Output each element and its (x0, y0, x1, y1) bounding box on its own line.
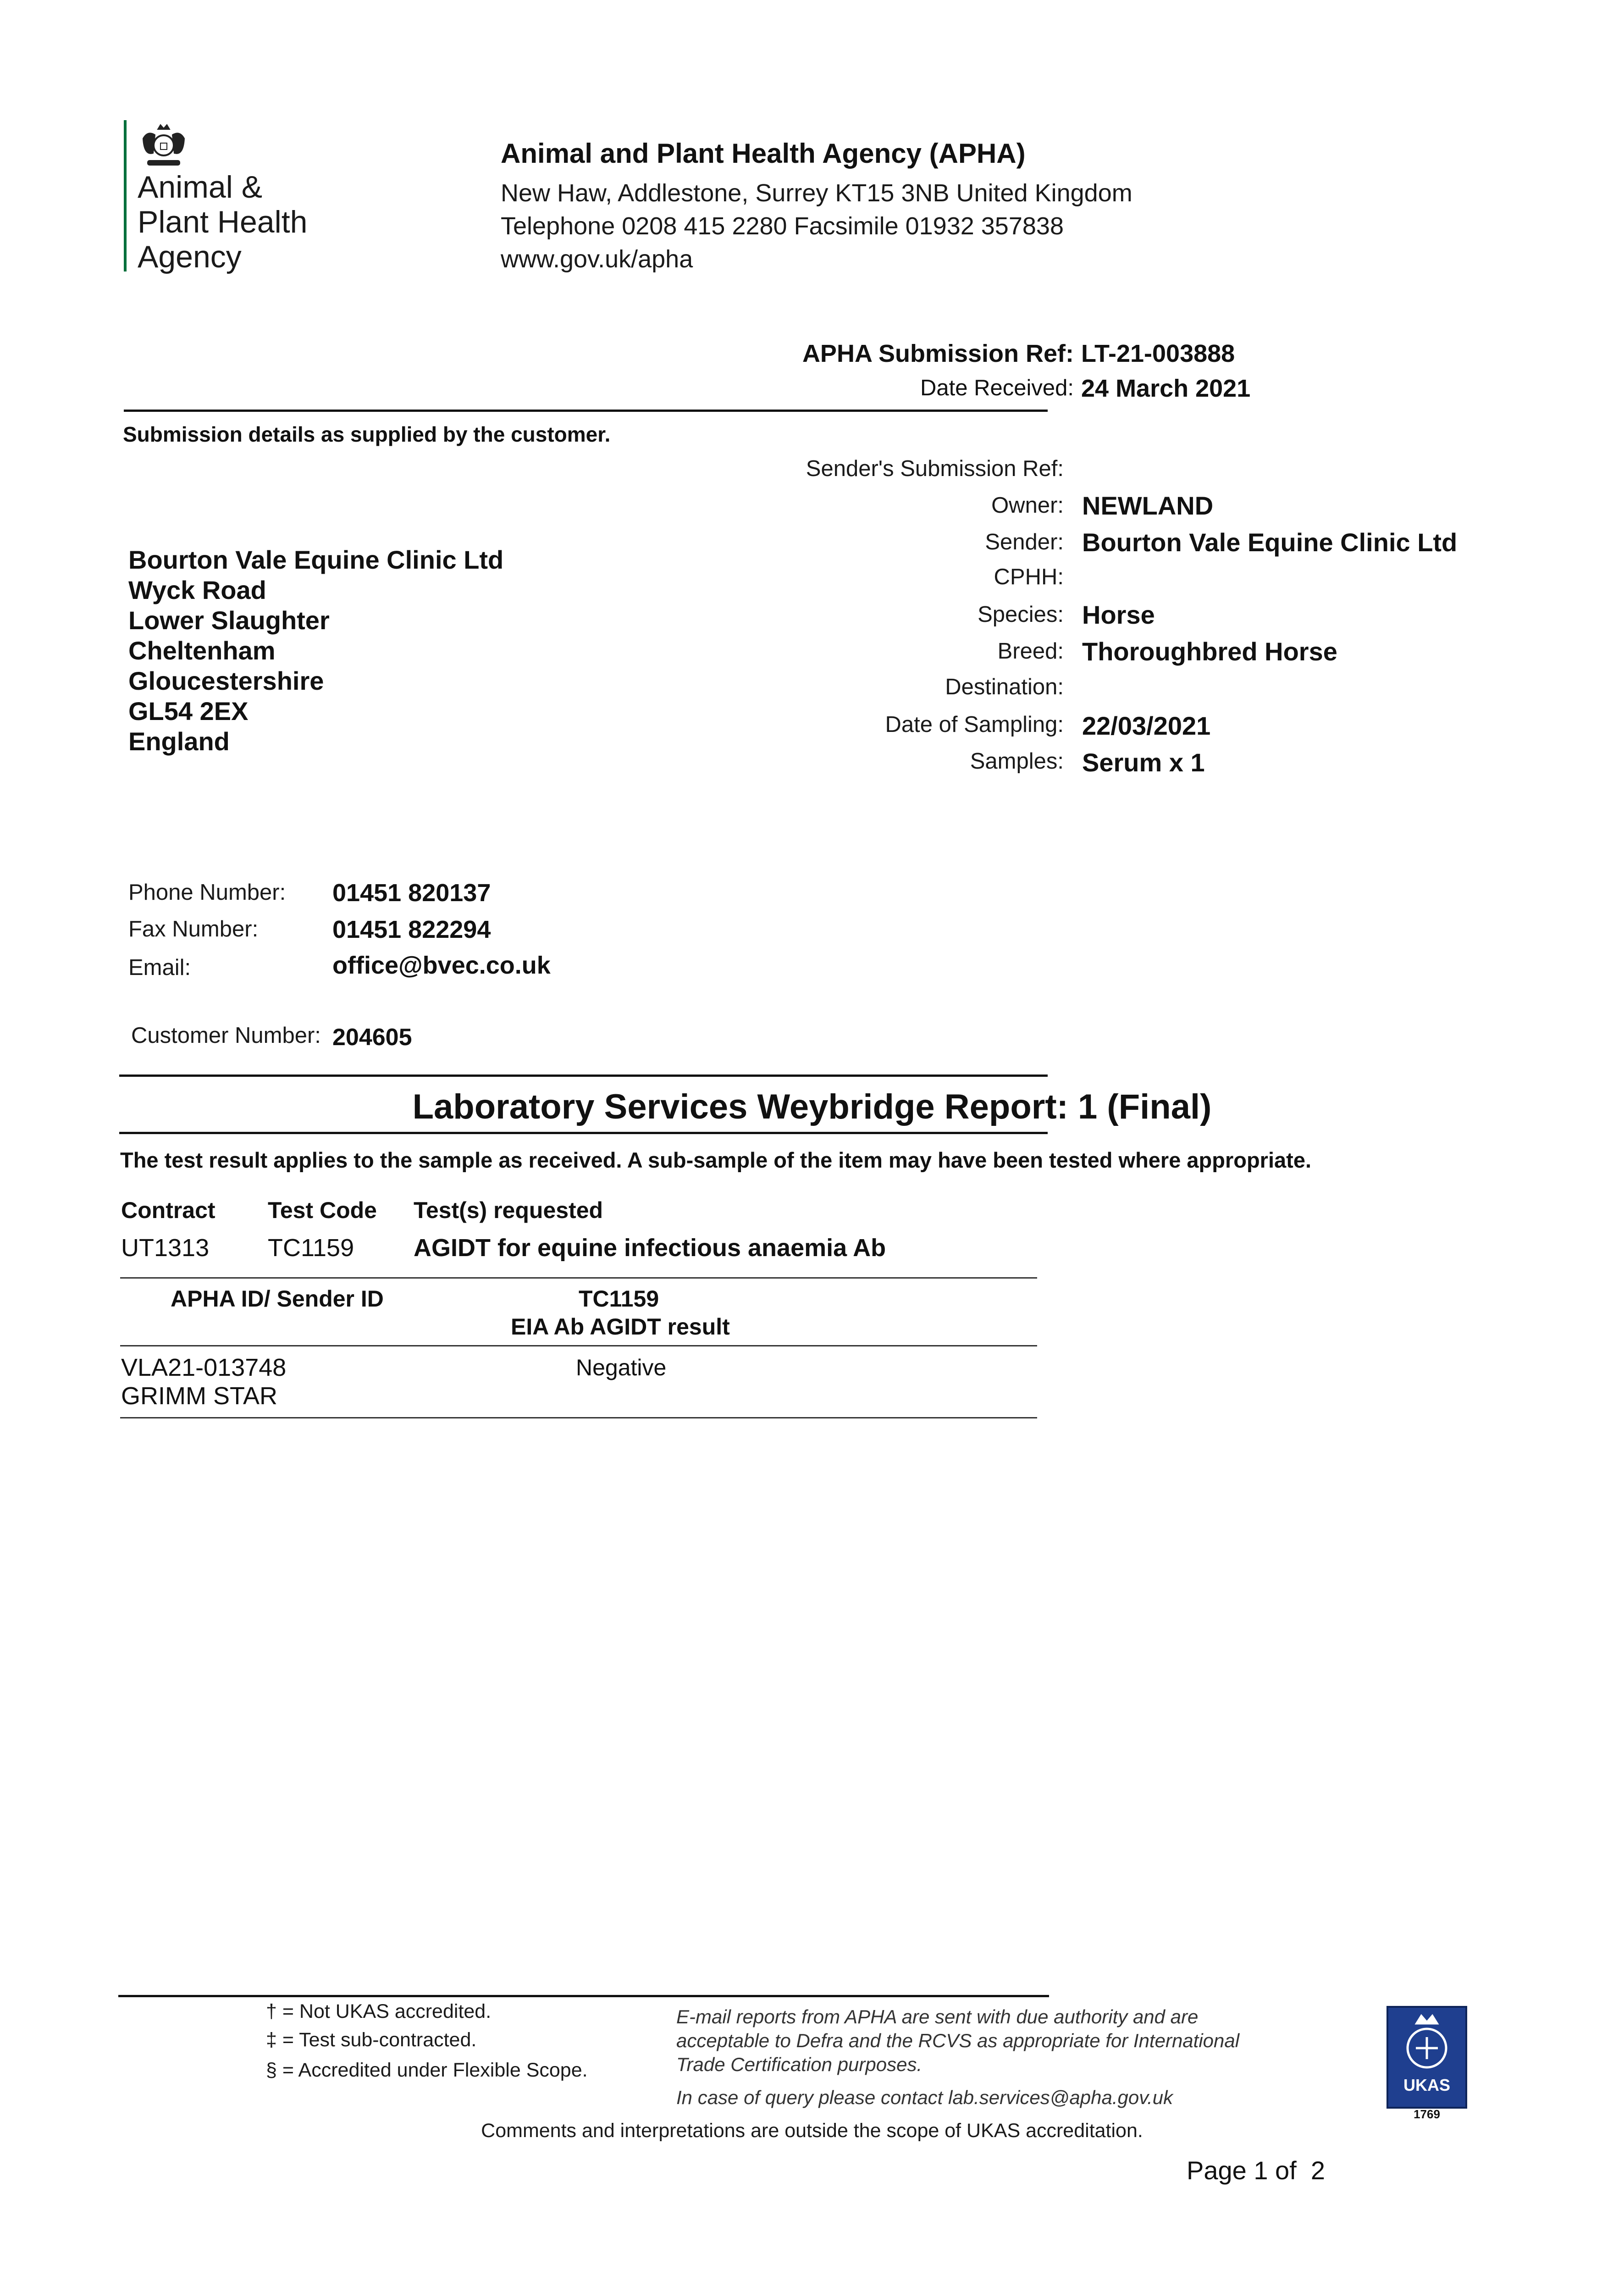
key-sub-contracted: ‡ = Test sub-contracted. (266, 2029, 477, 2051)
sampling-date-value: 22/03/2021 (1082, 711, 1211, 740)
logo-text-plant-health: Plant Health (138, 205, 308, 239)
report-title: Laboratory Services Weybridge Report: 1 (Final) (412, 1087, 1212, 1126)
contract-value: UT1313 (121, 1234, 210, 1262)
email-label: Email: (128, 955, 191, 980)
address-line-country: England (128, 727, 230, 756)
apha-id-header: APHA ID/ Sender ID (171, 1286, 384, 1312)
test-name-column-header: EIA Ab AGIDT result (511, 1314, 730, 1340)
key-not-ukas: † = Not UKAS accredited. (266, 2000, 492, 2022)
sampling-date-label: Date of Sampling: (885, 712, 1064, 737)
header-divider (124, 410, 1048, 412)
test-code-value: TC1159 (268, 1234, 354, 1262)
ukas-label: UKAS (1403, 2076, 1450, 2094)
address-line-county: Gloucestershire (128, 666, 324, 695)
test-code-header: Test Code (268, 1197, 377, 1223)
agency-website: www.gov.uk/apha (501, 245, 693, 273)
email-note-line-1: E-mail reports from APHA are sent with due authority and are (676, 2006, 1199, 2027)
email-note-line-3: Trade Certification purposes. (676, 2054, 922, 2075)
key-flexible-scope: § = Accredited under Flexible Scope. (266, 2059, 588, 2081)
report-top-divider (119, 1074, 1048, 1077)
contract-header: Contract (121, 1197, 215, 1223)
address-line-town: Cheltenham (128, 636, 276, 665)
fax-value: 01451 822294 (332, 916, 491, 943)
result-value: Negative (576, 1355, 667, 1380)
logo-text-agency: Agency (138, 239, 242, 274)
owner-value: NEWLAND (1082, 491, 1214, 520)
cphh-label: CPHH: (994, 565, 1064, 589)
page-number: Page 1 of 2 (1187, 2156, 1326, 2185)
species-value: Horse (1082, 600, 1155, 629)
test-code-column-header: TC1159 (579, 1286, 659, 1312)
date-received-value: 24 March 2021 (1081, 375, 1251, 402)
results-top-rule (120, 1277, 1037, 1279)
agency-name: Animal and Plant Health Agency (APHA) (501, 138, 1026, 169)
agency-phone: Telephone 0208 415 2280 Facsimile 01932 357838 (501, 212, 1064, 240)
royal-crest-icon (134, 120, 193, 171)
owner-label: Owner: (991, 493, 1064, 518)
ukas-crown-icon (1388, 2010, 1465, 2078)
samples-value: Serum x 1 (1082, 748, 1205, 777)
results-header-rule (120, 1345, 1037, 1346)
ukas-accreditation-mark (1386, 2006, 1467, 2109)
apha-id-value: VLA21-013748 (121, 1354, 287, 1381)
submission-ref-label: APHA Submission Ref: (802, 340, 1074, 367)
breed-value: Thoroughbred Horse (1082, 637, 1337, 666)
logo-bar (124, 120, 127, 271)
sender-value: Bourton Vale Equine Clinic Ltd (1082, 528, 1458, 557)
sender-ref-label: Sender's Submission Ref: (806, 456, 1064, 481)
tests-requested-header: Test(s) requested (414, 1197, 603, 1223)
address-line-village: Lower Slaughter (128, 606, 330, 635)
samples-label: Samples: (970, 749, 1064, 774)
email-note-line-2: acceptable to Defra and the RCVS as appropriate for International (676, 2030, 1240, 2051)
phone-label: Phone Number: (128, 880, 286, 905)
customer-note: Submission details as supplied by the customer. (123, 422, 611, 446)
species-label: Species: (978, 602, 1064, 627)
breed-label: Breed: (997, 639, 1064, 664)
ukas-number: 1769 (1414, 2107, 1440, 2121)
customer-number-label: Customer Number: (131, 1023, 321, 1048)
logo-text-animal: Animal & (138, 170, 263, 205)
customer-number-value: 204605 (332, 1024, 412, 1051)
report-disclaimer: The test result applies to the sample as received. A sub-sample of the item may have been tested where appropriate. (120, 1148, 1312, 1172)
destination-label: Destination: (945, 675, 1064, 699)
email-value: office@bvec.co.uk (332, 952, 551, 979)
address-line-company: Bourton Vale Equine Clinic Ltd (128, 545, 504, 574)
test-requested-value: AGIDT for equine infectious anaemia Ab (414, 1234, 886, 1262)
report-bottom-divider (119, 1132, 1048, 1134)
sender-id-value: GRIMM STAR (121, 1382, 277, 1410)
fax-label: Fax Number: (128, 917, 259, 942)
phone-value: 01451 820137 (332, 879, 491, 907)
results-bottom-rule (120, 1417, 1037, 1418)
query-note: In case of query please contact lab.services@apha.gov.uk (676, 2087, 1173, 2108)
footer-divider (118, 1995, 1049, 1997)
date-received-label: Date Received: (920, 376, 1074, 400)
submission-ref-value: LT-21-003888 (1081, 340, 1235, 367)
sender-label: Sender: (985, 530, 1064, 554)
address-line-postcode: GL54 2EX (128, 697, 249, 726)
comments-note: Comments and interpretations are outside the scope of UKAS accreditation. (481, 2120, 1143, 2142)
address-line-street: Wyck Road (128, 576, 266, 604)
agency-address: New Haw, Addlestone, Surrey KT15 3NB United Kingdom (501, 179, 1132, 207)
